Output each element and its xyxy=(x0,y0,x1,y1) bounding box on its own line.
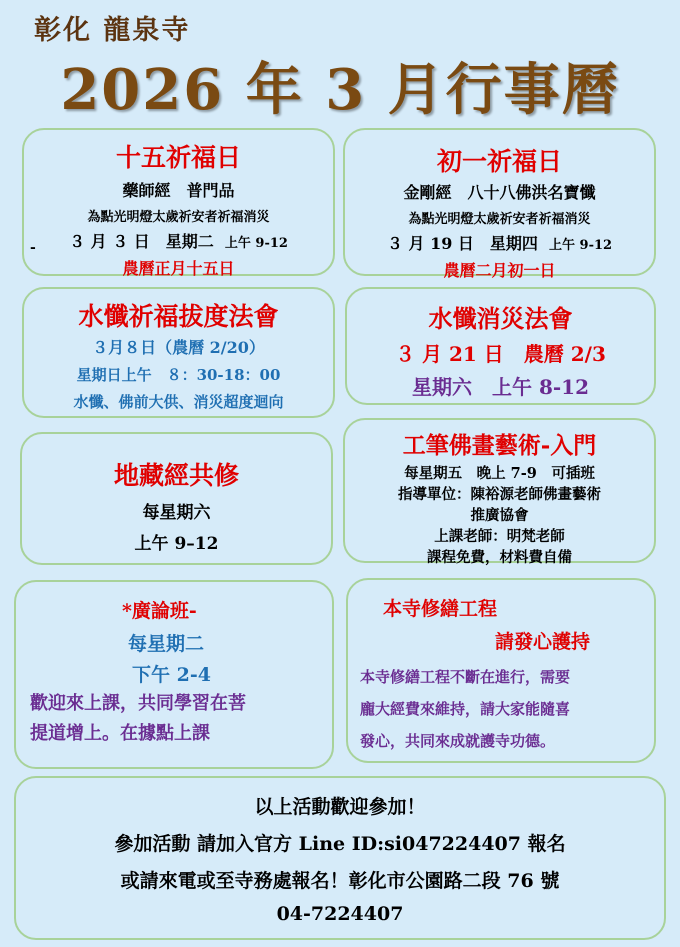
event-title: 本寺修繕工程 xyxy=(383,598,498,620)
event-desc-line1: 本寺修繕工程不斷在進行，需要 xyxy=(360,668,571,686)
class-organizer-cont: 推廣協會 xyxy=(470,507,529,524)
event-lunar-date: 農曆正月十五日 xyxy=(122,259,235,278)
event-desc-line2: 龐大經費來維持，請大家能隨喜 xyxy=(360,700,571,718)
event-card-buddhist-painting-class xyxy=(343,418,656,566)
event-date-row xyxy=(24,229,333,252)
event-title: *廣論班- xyxy=(122,600,197,622)
temple-name: 彰化 龍泉寺 xyxy=(34,15,191,46)
stray-dash: - xyxy=(30,240,36,256)
class-teacher: 上課老師：明梵老師 xyxy=(434,528,565,545)
event-card-first-day-prayer xyxy=(343,128,656,280)
registration-info-box xyxy=(14,776,666,940)
event-card-temple-renovation xyxy=(346,578,656,763)
event-date-row xyxy=(345,231,654,254)
footer-welcome: 以上活動歡迎參加！ xyxy=(254,796,426,818)
event-card-water-repentance-ceremony xyxy=(22,287,335,418)
event-items: 水懺、佛前大供、消災超度迴向 xyxy=(73,393,284,411)
event-time: 上午 9–12 xyxy=(134,534,219,554)
class-schedule: 每星期五 晚上 7-9 可插班 xyxy=(404,465,595,482)
event-title: 初一祈福日 xyxy=(436,147,562,176)
event-time: 星期日上午 ８：30-18：00 xyxy=(76,366,281,384)
event-card-fifteenth-prayer xyxy=(22,128,335,276)
event-time: 上午 9-12 xyxy=(549,238,613,253)
event-title: 水懺祈福拔度法會 xyxy=(78,302,279,331)
class-organizer: 指導單位：陳裕源老師佛畫藝術 xyxy=(398,486,601,503)
event-time: 下午 2-4 xyxy=(132,664,211,686)
event-title: 地藏經共修 xyxy=(113,461,239,490)
event-desc-line2: 提道增上。在據點上課 xyxy=(30,723,210,744)
page-title: 2026 年 3 月行事曆 xyxy=(60,57,620,123)
footer-address: 或請來電或至寺務處報名！彰化市公園路二段 76 號 xyxy=(120,870,560,892)
event-lunar-date: 農曆二月初一日 xyxy=(443,261,556,280)
event-title: 工筆佛畫藝術-入門 xyxy=(402,432,597,459)
event-card-lamrim-class xyxy=(14,580,334,769)
event-note: 為點光明燈太歲祈安者祈福消災 xyxy=(87,210,270,225)
event-day: 每星期二 xyxy=(128,633,205,655)
event-title: 水懺消災法會 xyxy=(428,304,573,333)
event-date: ３ 月 ３ 日 星期二 xyxy=(69,232,214,251)
footer-phone: 04-7224407 xyxy=(276,903,404,925)
event-sutras: 金剛經 八十八佛洪名寶懺 xyxy=(403,183,596,202)
event-note: 為點光明燈太歲祈安者祈福消災 xyxy=(408,212,591,227)
event-time: 上午 9-12 xyxy=(224,236,288,251)
event-card-ksitigarbha-sutra xyxy=(20,432,333,565)
event-date: ３月８日（農曆 2/20） xyxy=(92,338,265,357)
event-title: 十五祈福日 xyxy=(115,143,241,172)
event-desc-line1: 歡迎來上課，共同學習在菩 xyxy=(30,693,246,714)
event-sutras: 藥師經 普門品 xyxy=(122,181,235,200)
footer-line-id: 參加活動 請加入官方 Line ID:si047224407 報名 xyxy=(114,833,566,855)
event-desc-line3: 發心，共同來成就護寺功德。 xyxy=(360,732,556,750)
event-day: 每星期六 xyxy=(142,503,211,523)
event-date: ３ 月 19 日 星期四 xyxy=(386,234,538,253)
event-time: 星期六 上午 8-12 xyxy=(411,375,589,399)
class-fee: 課程免費，材料費自備 xyxy=(427,549,572,566)
event-date: ３ 月 21 日 農曆 2/3 xyxy=(395,342,606,366)
event-card-water-repentance-dharma xyxy=(345,287,656,405)
event-subtitle: 請發心護持 xyxy=(495,631,591,653)
